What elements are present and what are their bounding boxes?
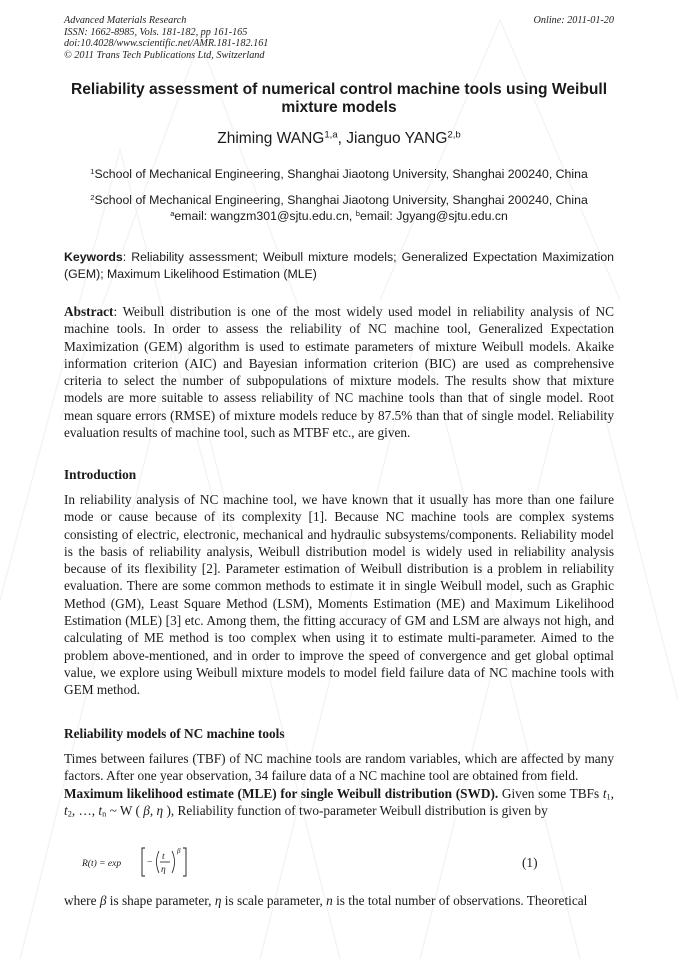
equation-1 (82, 845, 222, 879)
eta-symbol: η (156, 802, 164, 818)
comma-2: , …, (71, 802, 99, 818)
affiliation-2-sup: 2 (90, 192, 95, 202)
mle-heading: Maximum likelihood estimate (MLE) for single Weibull distribution (SWD). (64, 785, 499, 801)
comma-1: , (610, 785, 614, 801)
journal-header (64, 15, 424, 61)
reliability-models-text: Times between failures (TBF) of NC machine tools are random variables, which are affected by many factors. After one year observation, 34 failure data of a NC machine tool are obtained from field. (64, 751, 614, 784)
affiliation-1-sup: 1 (90, 166, 95, 176)
mle-paragraph (64, 785, 614, 820)
right-bracket (183, 848, 186, 876)
author-separator: , (337, 130, 347, 147)
reliability-models-heading: Reliability models of NC machine tools (64, 726, 285, 741)
t2-sub: 2 (67, 809, 72, 819)
tail-3: is scale parameter, (221, 893, 327, 908)
affiliation-1-text: School of Mechanical Engineering, Shanghai Jiaotong University, Shanghai 200240, China (94, 167, 588, 181)
equation-exponent: β (177, 847, 181, 855)
abstract-label: Abstract (64, 304, 114, 319)
introduction-text: In reliability analysis of NC machine tool, we have known that it usually has more than one failure mode or cause because of its complexity [1]. Because NC machine tools are complex systems consisting of electric, electronic, mechanical and hydraulic subsystems/components. Reliability model is the basis of reliability analysis, Weibull distribution model is widely used in reliability analysis because of its flexibility [2]. Parameter estimation of Weibull distribution is a problem in reliability evaluation. There are some common methods to estimate it in single Weibull model, such as Graphic Method (GM), Least Square Method (LSM), Moments Estimation (ME) and Maximum Likelihood Estimation (MLE) [3] etc. Among them, the fitting accuracy of GM and LSM are always not high, and calculating of ME method is too complex when using it to estimate multi-parameter. Aimed to the problem above-mentioned, and in order to improve the speed of convergence and get global optimal value, we explore using Weibull mixture models to model field failure data of NC machine tools with GEM method. (64, 492, 614, 698)
t2-var: t (64, 802, 68, 818)
equation-numerator: t (162, 852, 165, 862)
author-2-sup: 2,b (447, 129, 461, 141)
keywords-block (64, 249, 614, 283)
equation-minus: − (147, 858, 153, 868)
issn-line: ISSN: 1662-8985, Vols. 181-182, pp 161-165 (64, 26, 248, 38)
right-paren (172, 851, 175, 873)
copyright-line: © 2011 Trans Tech Publications Ltd, Switzerland (64, 49, 265, 61)
affiliation-2 (40, 193, 638, 208)
equation-number: (1) (522, 855, 538, 870)
reliability-models-section (64, 750, 614, 819)
keywords-text: : Reliability assessment; Weibull mixture models; Generalized Expectation Maximization (GEM); Maximum Likelihood Estimation (MLE) (64, 250, 614, 281)
tail-1: where (64, 893, 100, 908)
comma-3: , (149, 802, 157, 818)
author-1-name: Zhiming WANG (217, 130, 325, 147)
mle-text-1: Given some TBFs (498, 785, 603, 801)
email-line (40, 209, 638, 224)
tail-2: is shape parameter, (106, 893, 215, 908)
journal-name: Advanced Materials Research (64, 15, 187, 26)
mle-text-2: ), Reliability function of two-parameter Weibull distribution is given by (163, 802, 548, 818)
tail-beta: β (99, 893, 107, 908)
equation-lhs: R(t) = exp (82, 859, 122, 869)
t1-var: t (602, 785, 607, 801)
tail-n: n (326, 893, 333, 908)
affiliation-2-text: School of Mechanical Engineering, Shanghai Jiaotong University, Shanghai 200240, China (94, 193, 588, 207)
email-b-sup: b (355, 208, 360, 218)
tn-sub: n (102, 809, 107, 819)
t1-sub: 1 (606, 792, 611, 802)
author-line (0, 130, 678, 148)
left-bracket (142, 848, 145, 876)
introduction-heading: Introduction (64, 467, 137, 482)
equation-denominator: η (161, 865, 166, 875)
email-a-sup: a (170, 208, 175, 218)
doi-line: doi:10.4028/www.scientific.net/AMR.181-182.161 (64, 38, 269, 49)
abstract-block (64, 303, 614, 441)
author-1-sup: 1,a (324, 129, 338, 141)
keywords-label: Keywords (64, 250, 123, 264)
tail-line (64, 892, 614, 909)
left-paren (157, 851, 160, 873)
tn-var: t (98, 802, 103, 818)
abstract-text: : Weibull distribution is one of the most widely used model in reliability analysis of NC machine tools. In order to assess the reliability of NC machine tool, Generalized Expectation Maximization (GEM) algorithm is used to estimate parameters of mixture Weibull models. Akaike information criterion (AIC) and Bayesian information criterion (BIC) are used as comprehensive criteria to select the number of subpopulations of mixture models. The results show that mixture models are more suitable to assess reliability of NC machine tools than that of single model. Root mean square errors (RMSE) of mixture models reduce by 87.5% than that of single model. Reliability evaluation results of machine tool, such as MTBF etc., are given. (64, 304, 614, 441)
beta-symbol: β (143, 802, 150, 818)
paper-title: Reliability assessment of numerical control machine tools using Weibull mixture models (70, 81, 608, 116)
affiliation-1 (40, 167, 638, 182)
dist-text: ~ W ( (106, 802, 144, 818)
email-a: email: wangzm301@sjtu.edu.cn, (174, 209, 356, 223)
email-b: email: Jgyang@sjtu.edu.cn (359, 209, 508, 223)
tail-4: is the total number of observations. Theoretical (332, 893, 588, 908)
author-2-name: Jianguo YANG (346, 130, 448, 147)
tail-eta: η (214, 893, 222, 908)
online-date: Online: 2011-01-20 (533, 15, 614, 26)
